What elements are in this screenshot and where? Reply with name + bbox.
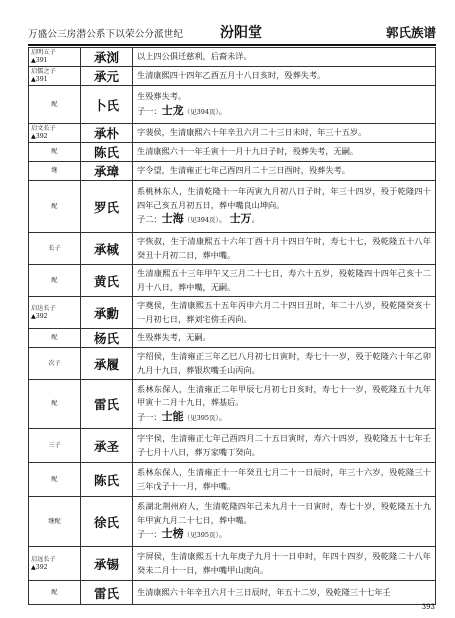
person-name: 承璋 [81, 162, 133, 181]
children-label: 子一： [137, 529, 162, 540]
person-name: 承履 [81, 348, 133, 380]
relation-label: 继配 [48, 517, 61, 525]
relation-cell [29, 497, 81, 547]
entry-row [29, 143, 436, 162]
biography-cell [133, 143, 436, 162]
relation-cell [29, 463, 81, 497]
child-name: 士海 [161, 212, 184, 226]
relation-label: 启达长子 [31, 304, 56, 312]
biography-cell [133, 329, 436, 348]
biography-text: 生清康熙六十一年壬寅十一月十九日子时，殁葬失考，无嗣。 [137, 146, 359, 157]
relation-label: 配 [51, 334, 58, 341]
page-reference: ▲392 [31, 312, 48, 320]
biography-text: 系林东保人，生清雍正十一年癸丑七月二十一日辰时，年三十六岁，殁乾隆三十三年戊子十一月，葬中嘴。 [137, 467, 431, 491]
biography-cell [133, 233, 436, 265]
person-name: 承棫 [81, 233, 133, 265]
biography-text: 字屏侯，生清康熙五十九年庚子九月十一日申时，年四十四岁，殁乾隆二十八年癸未二月十一日，葬中嘴甲山庚向。 [137, 551, 431, 575]
biography-cell [133, 463, 436, 497]
child-name: 士万 [229, 212, 252, 226]
child-end-mark: 。 [218, 214, 227, 225]
child-end-mark: 。 [218, 105, 227, 116]
person-name: 雷氏 [81, 380, 133, 429]
children-line [137, 104, 431, 120]
biography-cell [133, 162, 436, 181]
person-name: 承浏 [81, 48, 133, 67]
biography-text: 生殁葬失考，无嗣。 [137, 332, 211, 343]
relation-label: 启远长子 [31, 555, 56, 563]
relation-cell [29, 48, 81, 67]
relation-label: 配 [51, 202, 58, 210]
page-reference: ▲392 [31, 133, 48, 140]
entry-row [29, 497, 436, 547]
entry-row [29, 124, 436, 143]
person-name: 承元 [81, 67, 133, 86]
relation-label: 启文长子 [31, 125, 56, 132]
person-name: 徐氏 [81, 497, 133, 547]
header-lineage: 万盛公三房潜公系下以荣公分派世纪 [28, 29, 184, 40]
relation-label: 三子 [48, 441, 61, 449]
child-name: 士能 [161, 409, 184, 423]
children-line [137, 212, 431, 228]
child-end-mark: 。 [251, 214, 260, 225]
biography-text: 系林东保人，生清雍正二年甲辰七月初七日亥时，寿七十一岁，殁乾隆五十九年甲寅十二月十九日，葬基后。 [137, 383, 431, 408]
relation-label: 配 [51, 148, 58, 155]
biography-text: 生清康熙五十三年甲午又三月二十七日，寿六十五岁，殁乾隆四十四年己亥十二月十八日，葬中嘴，无嗣。 [137, 268, 431, 292]
person-name: 黄氏 [81, 265, 133, 297]
biography-cell [133, 380, 436, 429]
relation-cell [29, 547, 81, 581]
child-name: 士龙 [161, 103, 184, 117]
biography-cell [133, 181, 436, 233]
relation-cell [29, 581, 81, 605]
biography-text: 系湖北荆州府人，生清乾隆四年己未九月十一日寅时，寿七十岁，殁乾隆五十九年甲寅九月二十七日，葬中嘴。 [137, 501, 431, 525]
relation-label: 长子 [48, 244, 61, 252]
relation-label: 配 [51, 100, 58, 108]
entry-row [29, 233, 436, 265]
page-reference: ▲391 [31, 76, 48, 83]
biography-text: 生清康熙四十四年乙酉五月十八日亥时，殁葬失考。 [137, 70, 326, 81]
entry-row [29, 67, 436, 86]
relation-cell [29, 181, 81, 233]
child-end-mark: 。 [218, 529, 227, 540]
relation-label: 次子 [48, 359, 61, 367]
person-name: 陈氏 [81, 143, 133, 162]
biography-text: 生清康熙六十年辛丑六月十三日辰时，年五十二岁，殁乾隆三十七年壬 [137, 586, 391, 597]
page-number: 393 [421, 603, 435, 611]
relation-cell [29, 429, 81, 463]
biography-text: 字令望，生清雍正七年己酉四月二十三日酉时，殁葬失考。 [137, 165, 350, 176]
child-page-reference: （见395页） [183, 531, 219, 540]
entry-row [29, 48, 436, 67]
biography-cell [133, 348, 436, 380]
child-page-reference: （见394页） [183, 107, 219, 116]
relation-cell [29, 265, 81, 297]
entry-row [29, 181, 436, 233]
biography-cell [133, 581, 436, 605]
person-name: 杨氏 [81, 329, 133, 348]
biography-text: 系桃林东人，生清乾隆十一年丙寅九月初八日子时，年三十四岁，殁于乾隆四十四年己亥五月初五日，葬中嘴良山坤向。 [137, 186, 431, 210]
biography-cell [133, 547, 436, 581]
biography-text: 字绍侯，生清雍正三年乙巳八月初七日寅时，寿七十一岁，殁于乾隆六十年乙卯九月十九日，葬银坎嘴壬山丙向。 [137, 351, 431, 375]
person-name: 陈氏 [81, 463, 133, 497]
children-line [137, 527, 431, 543]
biography-cell [133, 265, 436, 297]
person-name: 承锡 [81, 547, 133, 581]
relation-label: 配 [51, 276, 58, 284]
relation-cell [29, 143, 81, 162]
relation-cell [29, 67, 81, 86]
child-page-reference: （见394页） [183, 216, 219, 225]
entry-row [29, 463, 436, 497]
relation-cell [29, 233, 81, 265]
header-hall-name: 汾阳堂 [220, 25, 262, 41]
entry-row [29, 329, 436, 348]
children-label: 子一： [137, 105, 162, 116]
children-label: 子二： [137, 214, 162, 225]
relation-cell [29, 380, 81, 429]
relation-cell [29, 162, 81, 181]
person-name: 承朴 [81, 124, 133, 143]
biography-text: 字奠侯，生清康熙五十五年丙申六月二十四日丑时，年二十八岁，殁乾隆癸亥十一月初七日，葬刘宅傍壬丙向。 [137, 300, 431, 324]
relation-cell [29, 297, 81, 329]
biography-cell [133, 429, 436, 463]
page-reference: ▲392 [31, 563, 48, 571]
genealogy-table [28, 47, 436, 605]
entry-row [29, 429, 436, 463]
biography-text: 生殁葬失考。 [137, 91, 187, 101]
relation-label: 配 [51, 588, 58, 596]
entry-row [29, 348, 436, 380]
child-page-reference: （见395页） [183, 413, 219, 422]
children-label: 子一： [137, 411, 162, 422]
child-end-mark: 。 [218, 411, 227, 422]
entry-row [29, 162, 436, 181]
entry-row [29, 581, 436, 605]
entry-row [29, 547, 436, 581]
person-name: 承圣 [81, 429, 133, 463]
biography-cell [133, 86, 436, 124]
biography-cell [133, 67, 436, 86]
biography-cell [133, 124, 436, 143]
child-name: 士榜 [161, 527, 184, 541]
header-book-title: 郭氏族谱 [385, 25, 436, 40]
relation-label: 启儒之子 [31, 68, 56, 75]
biography-text: 字裴侯，生清康熙六十年辛丑六月二十三日未时，年三十五岁。 [137, 127, 367, 138]
person-name: 罗氏 [81, 181, 133, 233]
biography-cell [133, 497, 436, 547]
relation-cell [29, 124, 81, 143]
page-header [28, 22, 436, 44]
header-rule [28, 44, 436, 46]
page-reference: ▲391 [31, 57, 48, 64]
biography-cell [133, 48, 436, 67]
biography-cell [133, 297, 436, 329]
biography-text: 字宇侯，生清雍正七年己酉四月二十五日寅时，寿六十四岁，殁乾隆五十七年壬子七月十八日，葬万家嘴丁癸向。 [137, 433, 431, 457]
relation-cell [29, 348, 81, 380]
children-line [137, 410, 431, 426]
biography-text: 字恢叔，生于清康熙五十六年丁酉十月十四日午时，寿七十七，殁乾隆五十八年癸丑十月初二日，葬中嘴。 [137, 236, 431, 260]
biography-text: 以上四公俱迁慈利，后裔未详。 [137, 51, 252, 62]
relation-cell [29, 86, 81, 124]
person-name: 雷氏 [81, 581, 133, 605]
person-name: 卜氏 [81, 86, 133, 124]
entry-row [29, 265, 436, 297]
entry-row [29, 297, 436, 329]
relation-label: 继 [51, 167, 58, 174]
relation-cell [29, 329, 81, 348]
person-name: 承勳 [81, 297, 133, 329]
entry-row [29, 86, 436, 124]
entry-row [29, 380, 436, 429]
relation-label: 启明五子 [31, 49, 56, 56]
relation-label: 配 [51, 475, 58, 483]
relation-label: 配 [51, 400, 58, 407]
